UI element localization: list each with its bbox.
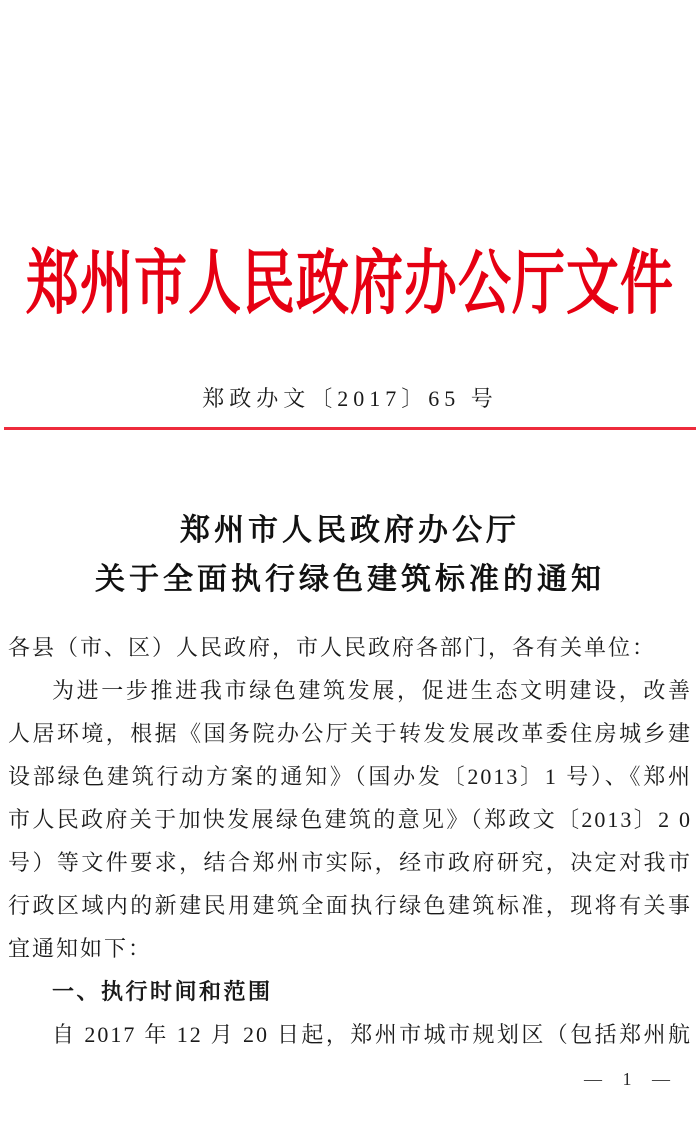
agency-banner-title: 郑州市人民政府办公厅文件 <box>26 246 674 324</box>
body-line: 自 2017 年 12 月 20 日起，郑州市城市规划区（包括郑州航 <box>52 1022 692 1047</box>
body-line: 各县（市、区）人民政府，市人民政府各部门，各有关单位： <box>8 635 657 660</box>
page-number: — 1 — <box>584 1069 678 1089</box>
document-body <box>8 626 692 1056</box>
body-line: 行政区域内的新建民用建筑全面执行绿色建筑标准，现将有关事 <box>8 893 692 918</box>
document-title-line2: 关于全面执行绿色建筑标准的通知 <box>95 563 605 596</box>
document-title-line1: 郑州市人民政府办公厅 <box>180 514 520 547</box>
body-line: 设部绿色建筑行动方案的通知》（国办发〔2013〕1 号）、《郑州 <box>8 764 692 789</box>
section-heading: 一、执行时间和范围 <box>52 979 273 1004</box>
document-title <box>0 506 700 604</box>
body-line: 号）等文件要求，结合郑州市实际，经市政府研究，决定对我市 <box>8 850 692 875</box>
body-line: 市人民政府关于加快发展绿色建筑的意见》（郑政文〔2013〕2 0 <box>8 807 692 832</box>
red-divider-line <box>4 427 696 430</box>
body-line: 为进一步推进我市绿色建筑发展，促进生态文明建设，改善 <box>52 678 692 703</box>
body-line: 人居环境，根据《国务院办公厅关于转发发展改革委住房城乡建 <box>8 721 692 746</box>
document-number: 郑政办文〔2017〕65 号 <box>202 386 498 411</box>
body-line: 宜通知如下： <box>8 936 153 961</box>
